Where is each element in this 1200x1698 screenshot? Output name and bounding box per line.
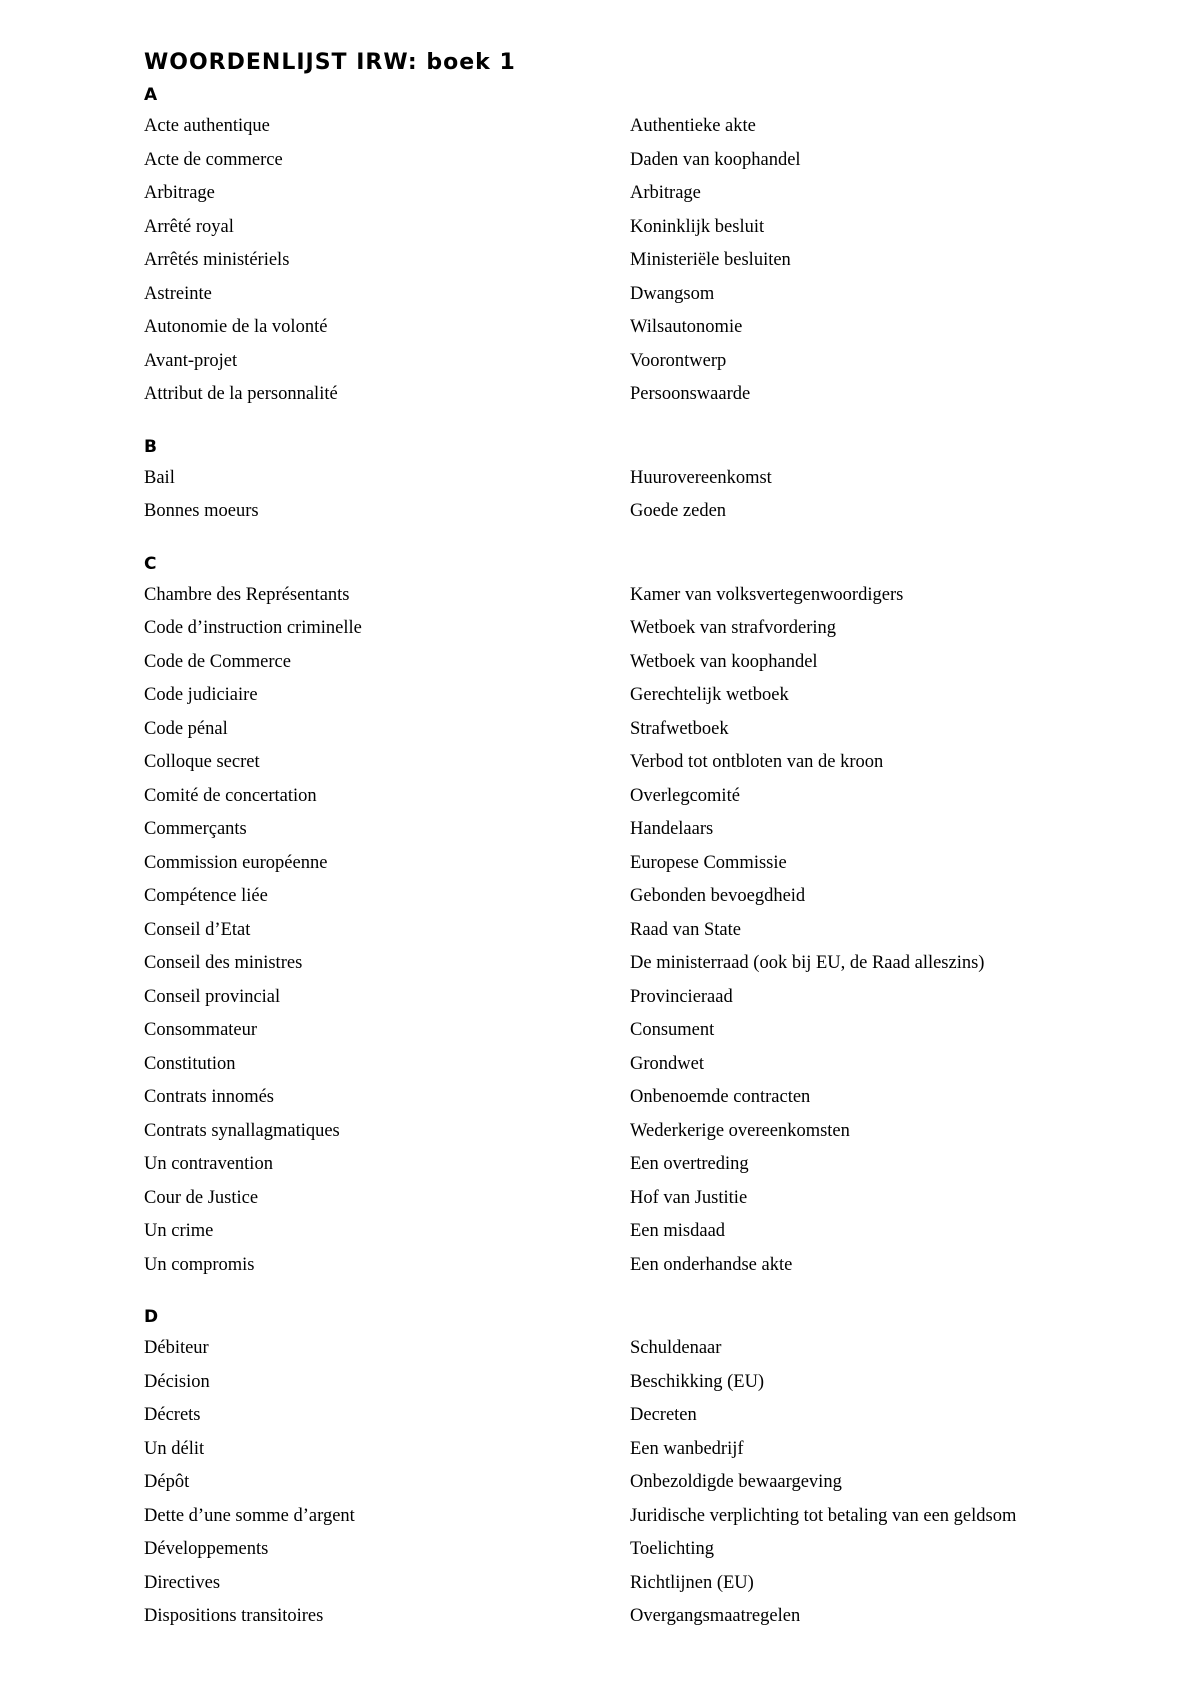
section-letter-heading: C xyxy=(144,553,157,574)
document-page xyxy=(144,46,1124,1634)
french-term: Colloque secret xyxy=(144,752,260,772)
glossary-entry xyxy=(144,1148,1124,1182)
french-term: Conseil des ministres xyxy=(144,953,303,973)
dutch-term: Gebonden bevoegdheid xyxy=(630,886,806,906)
dutch-term: Raad van State xyxy=(630,919,741,940)
section-letter-heading: D xyxy=(144,1307,159,1327)
dutch-term: Ministeriële besluiten xyxy=(630,250,791,270)
glossary-entry xyxy=(144,1048,1124,1082)
french-term: Avant-projet xyxy=(144,350,238,371)
dutch-term: Authentieke akte xyxy=(630,116,756,136)
french-term: Dispositions transitoires xyxy=(144,1606,324,1626)
glossary-section-d xyxy=(144,1302,1124,1634)
french-term: Décrets xyxy=(144,1405,201,1425)
dutch-term: Daden van koophandel xyxy=(630,149,801,170)
glossary-entry xyxy=(144,1249,1124,1283)
dutch-term: Voorontwerp xyxy=(630,350,727,371)
french-term: Directives xyxy=(144,1572,221,1593)
dutch-term: Wetboek van strafvordering xyxy=(630,618,837,638)
glossary-entry xyxy=(144,495,1124,529)
french-term: Arbitrage xyxy=(144,183,215,203)
dutch-term: Strafwetboek xyxy=(630,718,729,739)
dutch-term: Wederkerige overeenkomsten xyxy=(630,1120,850,1141)
french-term: Arrêtés ministériels xyxy=(144,250,290,270)
dutch-term: Een misdaad xyxy=(630,1221,726,1241)
french-term: Contrats synallagmatiques xyxy=(144,1120,340,1141)
dutch-term: Provincieraad xyxy=(630,986,733,1007)
dutch-term: Koninklijk besluit xyxy=(630,216,765,237)
glossary-entry xyxy=(144,1399,1124,1433)
dutch-term: Decreten xyxy=(630,1405,697,1425)
glossary-entry xyxy=(144,713,1124,747)
dutch-term: Gerechtelijk wetboek xyxy=(630,685,789,705)
french-term: Bonnes moeurs xyxy=(144,501,259,521)
glossary-entry xyxy=(144,947,1124,981)
dutch-term: Persoonswaarde xyxy=(630,384,751,404)
french-term: Attribut de la personnalité xyxy=(144,384,338,404)
dutch-term: Wilsautonomie xyxy=(630,317,743,337)
french-term: Débiteur xyxy=(144,1338,209,1358)
glossary-entry xyxy=(144,1433,1124,1467)
dutch-term: Een onderhandse akte xyxy=(630,1254,793,1275)
french-term: Comité de concertation xyxy=(144,785,317,806)
french-term: Compétence liée xyxy=(144,886,268,906)
french-term: Astreinte xyxy=(144,283,212,304)
glossary-entry xyxy=(144,1600,1124,1634)
french-term: Consommateur xyxy=(144,1020,258,1040)
french-term: Un délit xyxy=(144,1438,205,1459)
glossary-entry xyxy=(144,110,1124,144)
glossary-entry xyxy=(144,914,1124,948)
dutch-term: Hof van Justitie xyxy=(630,1187,748,1208)
glossary-entry xyxy=(144,345,1124,379)
glossary-entry xyxy=(144,1533,1124,1567)
glossary-entry xyxy=(144,612,1124,646)
glossary-section-a xyxy=(144,80,1124,412)
glossary-entry xyxy=(144,144,1124,178)
dutch-term: De ministerraad (ook bij EU, de Raad alleszins) xyxy=(630,953,985,973)
glossary-section-b xyxy=(144,432,1124,529)
glossary-entry xyxy=(144,813,1124,847)
glossary-entry xyxy=(144,1014,1124,1048)
glossary-entry xyxy=(144,378,1124,412)
french-term: Autonomie de la volonté xyxy=(144,317,328,337)
glossary-entry xyxy=(144,211,1124,245)
french-term: Code d’instruction criminelle xyxy=(144,618,362,638)
dutch-term: Een overtreding xyxy=(630,1154,749,1174)
dutch-term: Overlegcomité xyxy=(630,785,740,806)
french-term: Cour de Justice xyxy=(144,1187,259,1208)
french-term: Dépôt xyxy=(144,1472,190,1492)
french-term: Code judiciaire xyxy=(144,685,258,705)
french-term: Un contravention xyxy=(144,1154,273,1174)
dutch-term: Schuldenaar xyxy=(630,1338,722,1358)
glossary-entry xyxy=(144,1466,1124,1500)
glossary-entry xyxy=(144,1115,1124,1149)
dutch-term: Toelichting xyxy=(630,1539,714,1559)
section-letter-heading: A xyxy=(144,85,158,105)
glossary-entry xyxy=(144,679,1124,713)
dutch-term: Huurovereenkomst xyxy=(630,467,772,488)
dutch-term: Consument xyxy=(630,1020,715,1040)
dutch-term: Beschikking (EU) xyxy=(630,1371,765,1392)
glossary-entry xyxy=(144,1081,1124,1115)
dutch-term: Juridische verplichting tot betaling van een geldsom xyxy=(630,1505,1017,1526)
french-term: Développements xyxy=(144,1539,269,1559)
dutch-term: Handelaars xyxy=(630,819,714,839)
french-term: Acte de commerce xyxy=(144,149,283,170)
glossary-entry xyxy=(144,1182,1124,1216)
glossary-entry xyxy=(144,579,1124,613)
dutch-term: Een wanbedrijf xyxy=(630,1438,744,1459)
french-term: Un crime xyxy=(144,1221,214,1241)
glossary-entry xyxy=(144,746,1124,780)
dutch-term: Overgangsmaatregelen xyxy=(630,1606,801,1626)
glossary-entry xyxy=(144,981,1124,1015)
french-term: Code pénal xyxy=(144,718,228,739)
glossary-entry xyxy=(144,847,1124,881)
dutch-term: Wetboek van koophandel xyxy=(630,651,818,672)
glossary-section-c xyxy=(144,549,1124,1283)
glossary-entry xyxy=(144,311,1124,345)
glossary-sections xyxy=(144,80,1124,1634)
glossary-entry xyxy=(144,462,1124,496)
french-term: Dette d’une somme d’argent xyxy=(144,1505,355,1526)
dutch-term: Richtlijnen (EU) xyxy=(630,1572,754,1593)
french-term: Code de Commerce xyxy=(144,651,291,672)
french-term: Chambre des Représentants xyxy=(144,584,350,605)
french-term: Contrats innomés xyxy=(144,1087,275,1107)
glossary-entry xyxy=(144,1500,1124,1534)
dutch-term: Onbenoemde contracten xyxy=(630,1087,811,1107)
glossary-entry xyxy=(144,780,1124,814)
dutch-term: Europese Commissie xyxy=(630,852,787,873)
glossary-entry xyxy=(144,880,1124,914)
french-term: Bail xyxy=(144,467,175,488)
dutch-term: Goede zeden xyxy=(630,501,727,521)
french-term: Conseil provincial xyxy=(144,986,281,1007)
glossary-entry xyxy=(144,646,1124,680)
french-term: Arrêté royal xyxy=(144,216,234,237)
glossary-entry xyxy=(144,1366,1124,1400)
dutch-term: Kamer van volksvertegenwoordigers xyxy=(630,584,904,605)
french-term: Conseil d’Etat xyxy=(144,919,251,940)
glossary-entry xyxy=(144,1215,1124,1249)
french-term: Un compromis xyxy=(144,1254,255,1275)
dutch-term: Grondwet xyxy=(630,1053,704,1074)
dutch-term: Arbitrage xyxy=(630,183,701,203)
document-title: WOORDENLIJST IRW: boek 1 xyxy=(144,50,516,75)
glossary-entry xyxy=(144,244,1124,278)
glossary-entry xyxy=(144,1567,1124,1601)
section-letter-heading: B xyxy=(144,436,157,457)
dutch-term: Onbezoldigde bewaargeving xyxy=(630,1472,842,1492)
french-term: Acte authentique xyxy=(144,116,270,136)
french-term: Commission européenne xyxy=(144,852,328,873)
french-term: Commerçants xyxy=(144,819,247,839)
glossary-entry xyxy=(144,278,1124,312)
french-term: Décision xyxy=(144,1371,210,1392)
glossary-entry xyxy=(144,177,1124,211)
french-term: Constitution xyxy=(144,1053,236,1074)
glossary-entry xyxy=(144,1332,1124,1366)
dutch-term: Verbod tot ontbloten van de kroon xyxy=(630,752,884,772)
dutch-term: Dwangsom xyxy=(630,283,715,304)
